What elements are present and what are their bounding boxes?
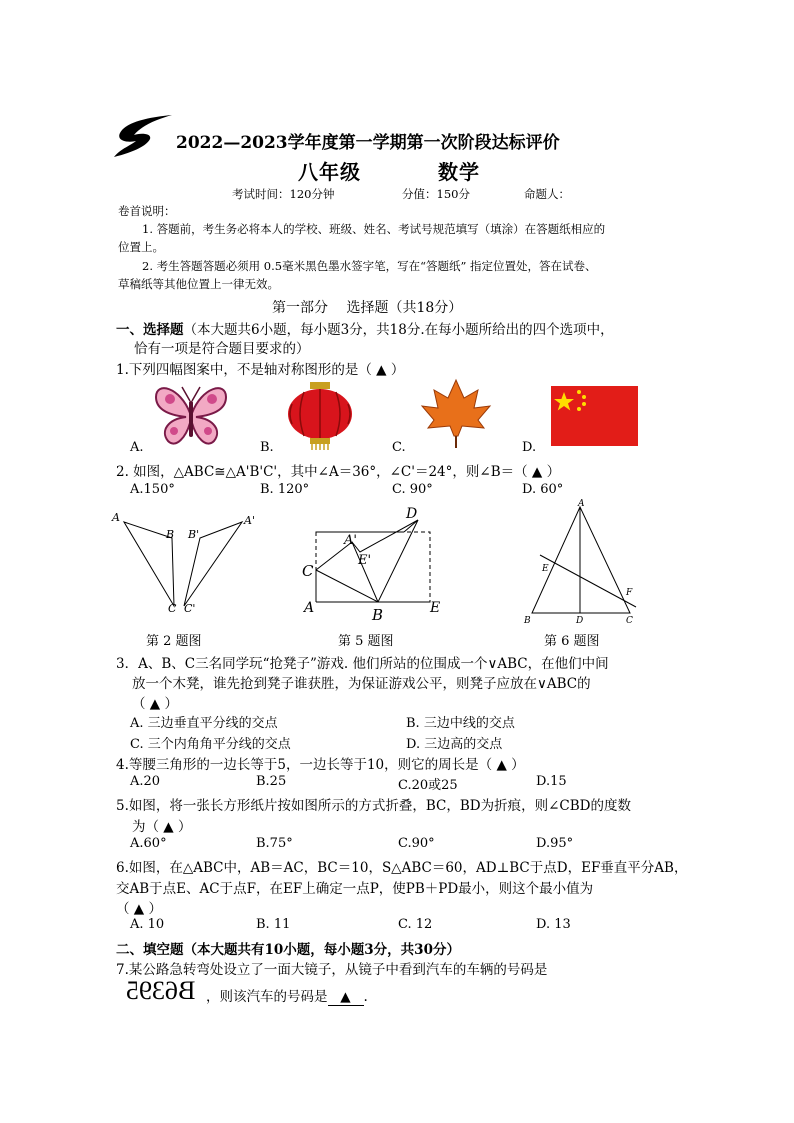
instruction-1-cont: 位置上。 — [118, 240, 164, 254]
fig2-label-c: C — [168, 602, 177, 615]
fig2-label-a: A — [112, 511, 120, 524]
q1-option-a[interactable]: A. — [130, 440, 144, 455]
q7-stem-cont: ，则该汽车的号码是 ▲ . — [206, 989, 368, 1005]
q3-stem-cont: 放一个木凳，谁先抢到凳子谁获胜，为保证游戏公平，则凳子应放在∨ABC的 — [132, 676, 591, 692]
fig6-label-f: F — [626, 588, 633, 598]
q6-stem-cont: 交AB于点E、AC于点F，在EF上确定一点P，使PB＋PD最小，则这个最小值为 — [116, 881, 594, 897]
instruction-2-cont: 草稿纸等其他位置上一律无效。 — [118, 277, 279, 291]
q5-option-d[interactable]: D.95° — [536, 836, 574, 851]
fig5-label-a-prime: A' — [344, 533, 357, 548]
q1-option-b[interactable]: B. — [260, 440, 274, 455]
q6-option-a[interactable]: A. 10 — [130, 917, 165, 932]
butterfly-image — [150, 383, 232, 449]
fig2-label-b: B — [166, 528, 175, 541]
q1-stem: 1.下列四幅图案中，不是轴对称图形的是（ ▲ ） — [116, 362, 405, 378]
subject-label: 数学 — [438, 160, 480, 184]
fig6-label-c: C — [626, 616, 633, 626]
q1-option-d[interactable]: D. — [522, 440, 537, 455]
exam-author: 命题人： — [524, 187, 570, 201]
fig5-label-c: C — [302, 562, 314, 580]
q6-option-b[interactable]: B. 11 — [256, 917, 291, 932]
figure-6-triangle — [518, 497, 644, 627]
fig5-label-a: A — [304, 600, 315, 616]
fig5-label-e: E — [430, 600, 441, 616]
q2-stem: 2. 如图，△ABC≅△A'B'C'，其中∠A＝36°，∠C'＝24°，则∠B＝（ ▲ ） — [116, 464, 561, 480]
instruction-2: 2. 考生答题答题必须用 0.5毫米黑色墨水签字笔，写在“答题纸” 指定位置处，答在试卷、 — [142, 259, 597, 273]
fig5-label-e-prime: E' — [358, 553, 372, 568]
q7-answer-blank[interactable]: ▲ — [328, 989, 364, 1006]
fig6-label-e: E — [542, 564, 549, 574]
fig2-label-c-prime: C' — [184, 602, 196, 615]
grade-label: 八年级 — [298, 160, 361, 184]
maple-leaf-image — [418, 378, 494, 450]
q4-option-d[interactable]: D.15 — [536, 774, 567, 789]
q3-option-b[interactable]: B. 三边中线的交点 — [406, 716, 515, 731]
school-logo — [112, 113, 176, 159]
q6-answer-slot: （ ▲ ） — [116, 901, 162, 917]
q5-stem-cont: 为（ ▲ ） — [132, 819, 192, 835]
q2-option-a[interactable]: A.150° — [130, 482, 175, 497]
figure-2-caption: 第 2 题图 — [146, 634, 202, 649]
q5-option-b[interactable]: B.75° — [256, 836, 293, 851]
figure-5-folding — [300, 502, 450, 624]
q4-stem: 4.等腰三角形的一边长等于5，一边长等于10，则它的周长是（ ▲ ） — [116, 757, 525, 773]
q3-option-a[interactable]: A. 三边垂直平分线的交点 — [130, 716, 278, 731]
figure-6-caption: 第 6 题图 — [544, 634, 600, 649]
q2-option-b[interactable]: B. 120° — [260, 482, 310, 497]
fig2-label-b-prime: B' — [188, 528, 200, 541]
q5-option-c[interactable]: C.90° — [398, 836, 435, 851]
q1-option-c[interactable]: C. — [392, 440, 406, 455]
q6-option-d[interactable]: D. 13 — [536, 917, 571, 932]
q5-stem: 5.如图，将一张长方形纸片按如图所示的方式折叠，BC，BD为折痕，则∠CBD的度数 — [116, 798, 632, 814]
fig2-label-a-prime: A' — [244, 514, 255, 527]
q2-option-c[interactable]: C. 90° — [392, 482, 433, 497]
q6-option-c[interactable]: C. 12 — [398, 917, 433, 932]
q3-answer-slot: （ ▲ ） — [132, 696, 178, 712]
exam-score: 分值：150分 — [402, 187, 470, 201]
q6-stem: 6.如图，在△ABC中，AB＝AC，BC＝10，S△ABC＝60，AD⊥BC于点D，EF垂直平分AB， — [116, 860, 688, 876]
q2-option-d[interactable]: D. 60° — [522, 482, 564, 497]
section2-heading: 二、填空题（本大题共有10小题，每小题3分，共30分） — [116, 942, 460, 958]
fig6-label-b: B — [524, 616, 531, 626]
q7-stem: 7.某公路急转弯处设立了一面大镜子，从镜子中看到汽车的车辆的号码是 — [116, 962, 548, 978]
figure-5-caption: 第 5 题图 — [338, 634, 394, 649]
exam-title: 2022—2023学年度第一学期第一次阶段达标评价 — [176, 133, 560, 153]
q3-option-d[interactable]: D. 三边高的交点 — [406, 737, 503, 752]
section1-heading-cont: 恰有一项是符合题目要求的） — [134, 341, 310, 357]
figure-2-triangles — [110, 508, 260, 618]
fig6-label-a: A — [578, 499, 585, 509]
fig5-label-d: D — [406, 506, 418, 522]
section1-heading: 一、选择题（本大题共6小题，每小题3分，共18分.在每小题所给出的四个选项中， — [116, 322, 614, 338]
q4-option-c[interactable]: C.20或25 — [398, 778, 458, 793]
part1-title: 第一部分 选择题（共18分） — [272, 300, 463, 316]
fig5-label-b: B — [372, 606, 384, 624]
instructions-heading: 卷首说明： — [118, 204, 176, 218]
q5-option-a[interactable]: A.60° — [130, 836, 167, 851]
fig6-label-d: D — [576, 616, 584, 626]
q4-option-b[interactable]: B.25 — [256, 774, 287, 789]
q4-option-a[interactable]: A.20 — [130, 774, 161, 789]
lantern-image — [284, 380, 356, 450]
mirror-plate-text: B6395 — [126, 976, 196, 1005]
q3-option-c[interactable]: C. 三个内角角平分线的交点 — [130, 737, 291, 752]
q3-stem: 3．A、B、C三名同学玩“抢凳子”游戏. 他们所站的位围成一个∨ABC，在他们中间 — [116, 656, 609, 672]
exam-time: 考试时间：120分钟 — [232, 187, 335, 201]
flag-image — [551, 386, 638, 446]
instruction-1: 1. 答题前，考生务必将本人的学校、班级、姓名、考试号规范填写（填涂）在答题纸相应的 — [142, 222, 606, 236]
